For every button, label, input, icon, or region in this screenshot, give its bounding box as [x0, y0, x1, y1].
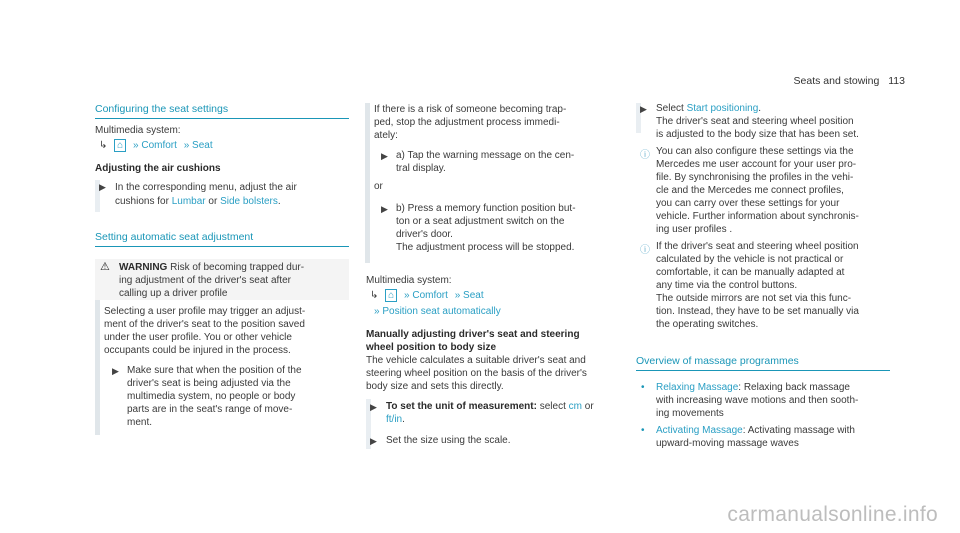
section-title-configuring: Configuring the seat settings: [95, 103, 229, 115]
unit-label: To set the unit of measurement:: [386, 401, 537, 412]
cushions-step-line2: [115, 196, 281, 209]
section-title-auto: Setting automatic seat adjustment: [95, 231, 254, 243]
bullet-icon: •: [641, 382, 645, 393]
step-arrow-icon: ▶: [381, 204, 388, 214]
select-step-line1: [656, 103, 761, 116]
step-b-line1: b) Press a memory function position but-: [396, 203, 576, 214]
step-b-line4: The adjustment process will be stopped.: [396, 242, 575, 253]
unit-text: select: [536, 401, 569, 412]
nav-path-auto: [374, 306, 501, 319]
header-section: Seats and stowing: [793, 75, 880, 87]
section-rule: [636, 370, 890, 371]
nav-path: [99, 140, 213, 153]
body-line: ately:: [374, 130, 398, 141]
warning-body-line: Selecting a user profile may trigger an adjust-: [104, 306, 306, 317]
massage-text: : Activating massage with: [742, 425, 855, 436]
step-b-line3: driver's door.: [396, 229, 453, 240]
warning-body-line: occupants could be injured in the process.: [104, 345, 291, 356]
massage1-line1: [656, 382, 850, 395]
info-icon: ⓘ: [640, 150, 650, 161]
info2-line: The outside mirrors are not set via this func-: [656, 293, 852, 304]
warning-title-text: Risk of becoming trapped dur-: [167, 262, 305, 273]
step-arrow-icon: ▶: [381, 151, 388, 161]
step-a-line2: tral display.: [396, 163, 446, 174]
info1-line: cle and the Mercedes me connect profiles,: [656, 185, 844, 196]
running-header: [794, 75, 905, 87]
page-number: 113: [888, 75, 905, 87]
warning-side-bar: [365, 103, 370, 263]
info2-line: If the driver's seat and steering wheel position: [656, 241, 859, 252]
home-icon[interactable]: ⌂: [114, 139, 126, 152]
select-step-line2: The driver's seat and steering wheel position: [656, 116, 854, 127]
step-arrow-icon: ▶: [370, 402, 377, 412]
link-lumbar[interactable]: Lumbar: [171, 196, 206, 207]
path-seat[interactable]: Seat: [463, 290, 484, 301]
warning-triangle-icon: ⚠: [100, 261, 110, 273]
massage2-line2: upward-moving massage waves: [656, 438, 799, 449]
massage1-line2: with increasing wave motions and then sooth-: [656, 395, 859, 406]
link-relaxing-massage[interactable]: Relaxing Massage: [656, 382, 739, 393]
path-position-seat-auto[interactable]: Position seat automatically: [382, 306, 501, 317]
warning-step-line: multimedia system, no people or body: [127, 391, 296, 402]
section-title-massage: Overview of massage programmes: [636, 355, 799, 367]
info1-line: vehicle. Further information about synchronis-: [656, 211, 859, 222]
path-arrow-icon: ↳: [370, 290, 379, 301]
or-text: or: [374, 181, 383, 192]
info2-line: calculated by the vehicle is not practical or: [656, 254, 844, 265]
step-arrow-icon: ▶: [370, 436, 377, 446]
body-line: body size and sets this directly.: [366, 381, 504, 392]
body-line: steering wheel position on the basis of the driver's: [366, 368, 587, 379]
warning-side-bar: [95, 300, 100, 435]
section-rule: [95, 118, 349, 119]
path-label: Multimedia system:: [366, 275, 452, 286]
info1-line: You can also configure these settings via the: [656, 146, 854, 157]
unit-text: .: [402, 414, 405, 425]
link-start-positioning[interactable]: Start positioning: [686, 103, 759, 114]
step-b-line2: ton or a seat adjustment switch on the: [396, 216, 565, 227]
path-sep-icon: »: [404, 290, 410, 301]
path-label: Multimedia system:: [95, 125, 181, 136]
section-rule: [95, 246, 349, 247]
link-side-bolsters[interactable]: Side bolsters: [220, 196, 278, 207]
select-text: .: [758, 103, 762, 114]
select-text: Select: [656, 103, 687, 114]
warning-step-line: driver's seat is being adjusted via the: [127, 378, 291, 389]
step-a-line1: a) Tap the warning message on the cen-: [396, 150, 575, 161]
cushions-step-line1: In the corresponding menu, adjust the air: [115, 182, 297, 193]
path-sep-icon: »: [133, 140, 139, 151]
scale-step: Set the size using the scale.: [386, 435, 511, 446]
cushions-text: cushions for: [115, 196, 172, 207]
subheading-manual: wheel position to body size: [366, 342, 497, 353]
warning-step-line: ment.: [127, 417, 153, 428]
path-seat[interactable]: Seat: [192, 140, 213, 151]
body-line: ped, stop the adjustment process immedi-: [374, 117, 560, 128]
body-line: The vehicle calculates a suitable driver's seat and: [366, 355, 586, 366]
unit-step-line2: [386, 414, 405, 427]
select-step-line3: is adjusted to the body size that has been set.: [656, 129, 859, 140]
info2-line: the operating switches.: [656, 319, 759, 330]
info2-line: any time via the control buttons.: [656, 280, 798, 291]
option-cm[interactable]: cm: [568, 401, 582, 412]
info1-line: you can carry over these settings for your: [656, 198, 840, 209]
warning-step-line: parts are in the seat's range of move-: [127, 404, 293, 415]
info1-line: Mercedes me user account for your user pro-: [656, 159, 857, 170]
warning-title-line2: ing adjustment of the driver's seat after: [119, 275, 291, 286]
massage1-line3: ing movements: [656, 408, 724, 419]
nav-path: [370, 290, 484, 303]
warning-label: WARNING: [119, 262, 168, 273]
step-arrow-icon: ▶: [112, 366, 119, 376]
bullet-icon: •: [641, 425, 645, 436]
path-sep-icon: »: [454, 290, 461, 301]
path-sep-icon: »: [183, 140, 190, 151]
info-icon: ⓘ: [640, 245, 650, 256]
cushions-text: .: [277, 196, 281, 207]
unit-text: or: [581, 401, 594, 412]
warning-step-line: Make sure that when the position of the: [127, 365, 302, 376]
path-comfort[interactable]: Comfort: [412, 290, 448, 301]
warning-title-line3: calling up a driver profile: [119, 288, 228, 299]
massage-text: : Relaxing back massage: [738, 382, 850, 393]
watermark: carmanualsonline.info: [727, 503, 938, 526]
unit-step-line1: [386, 401, 594, 414]
warning-title-line1: [119, 262, 304, 275]
cushions-text: or: [205, 196, 221, 207]
info1-line: ing user profiles .: [656, 224, 733, 235]
link-activating-massage[interactable]: Activating Massage: [656, 425, 743, 436]
home-icon[interactable]: ⌂: [385, 289, 397, 302]
info2-line: comfortable, it can be manually adapted at: [656, 267, 845, 278]
massage2-line1: [656, 425, 855, 438]
path-sep-icon: »: [374, 306, 380, 317]
option-ft-in[interactable]: ft/in: [386, 414, 403, 425]
body-line: If there is a risk of someone becoming trap-: [374, 104, 567, 115]
path-comfort[interactable]: Comfort: [141, 140, 177, 151]
info1-line: file. By synchronising the profiles in the vehi-: [656, 172, 854, 183]
warning-body-line: ment of the driver's seat to the position saved: [104, 319, 305, 330]
info2-line: tion. Instead, they have to be set manually via: [656, 306, 859, 317]
warning-body-line: under the user profile. You or other vehicle: [104, 332, 292, 343]
step-arrow-icon: ▶: [99, 182, 106, 192]
step-arrow-icon: ▶: [640, 104, 647, 114]
subheading-manual: Manually adjusting driver's seat and steering: [366, 329, 580, 340]
path-arrow-icon: ↳: [99, 140, 108, 151]
subheading-air-cushions: Adjusting the air cushions: [95, 163, 221, 174]
